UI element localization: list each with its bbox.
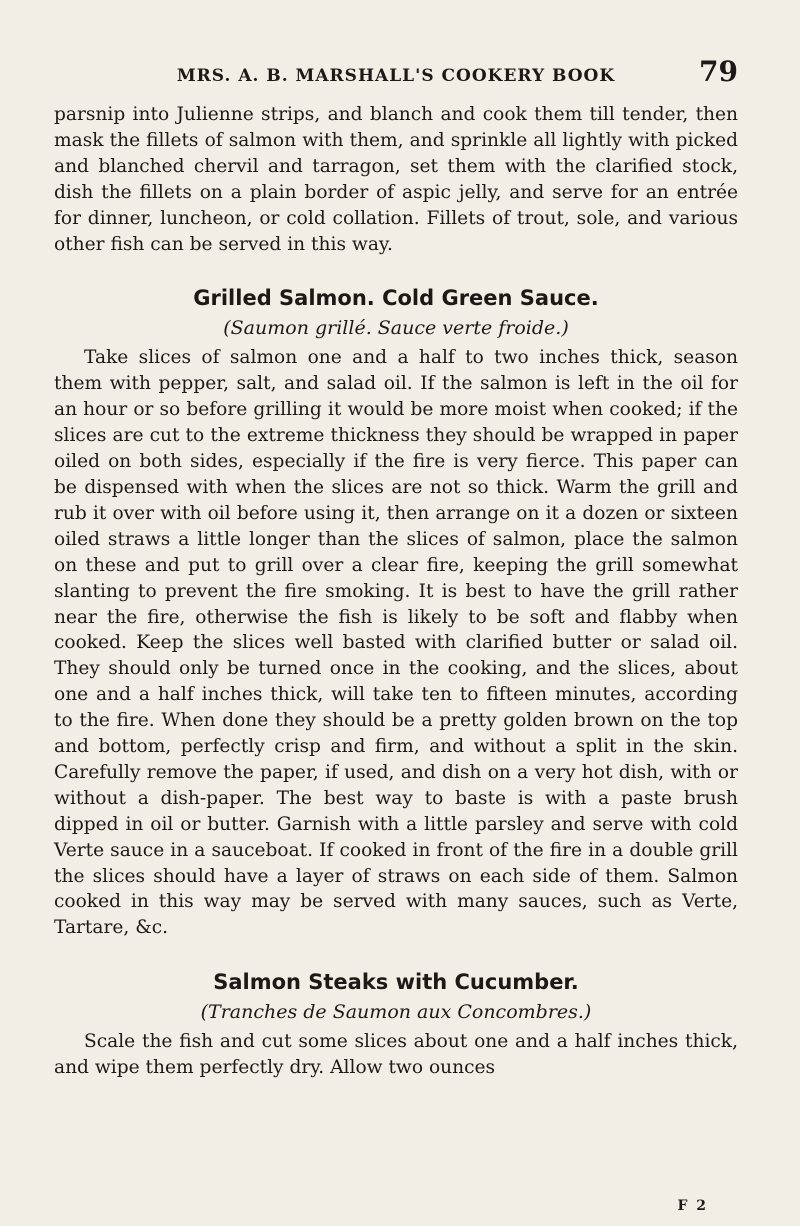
continued-paragraph: parsnip into Julienne strips, and blanch and cook them till tender, then mask the fillets of salmon with them, and sprinkle all lightly with picked and blanched chervil and tarragon, set them with the clarified stock, dish the fillets on a plain border of aspic jelly, and serve for an entrée for dinner, luncheon, or cold collation. Fillets of trout, sole, and various other fish can be served in this way.: [54, 104, 738, 255]
running-header: [54, 56, 738, 96]
recipe-subtitle-salmon-steaks: (Tranches de Saumon aux Concombres.): [200, 1001, 592, 1024]
recipe-body-grilled-salmon: Take slices of salmon one and a half to two inches thick, season them with pepper, salt, and salad oil. If the salmon is left in the oil for an hour or so before grilling it would be more moist when cooked; if the slices are cut to the extreme thickness they should be wrapped in paper oiled on both sides, especially if the fire is very fierce. This paper can be dispensed with when the slices are not so thick. Warm the grill and rub it over with oil before using it, then arrange on it a dozen or sixteen oiled straws a little longer than the slices of salmon, place the salmon on these and put to grill over a clear fire, keeping the grill somewhat slanting to prevent the fire smoking. It is best to have the grill rather near the fire, otherwise the fish is likely to be soft and flabby when cooked. Keep the slices well basted with clarified butter or salad oil. They should only be turned once in the cooking, and the slices, about one and a half inches thick, will take ten to fifteen minutes, according to the fire. When done they should be a pretty golden brown on the top and bottom, perfectly crisp and firm, and without a split in the skin. Carefully remove the paper, if used, and dish on a very hot dish, with or without a dish-paper. The best way to baste is with a paste brush dipped in oil or butter. Garnish with a little parsley and serve with cold Verte sauce in a sauceboat. If cooked in front of the fire in a double grill the slices should have a layer of straws on each side of them. Salmon cooked in this way may be served with many sauces, such as Verte, Tartare, &c.: [54, 347, 738, 939]
running-title: MRS. A. B. MARSHALL'S COOKERY BOOK: [176, 66, 616, 86]
recipe-title-salmon-steaks: Salmon Steaks with Cucumber.: [213, 970, 579, 995]
recipe-subtitle-grilled-salmon: (Saumon grillé. Sauce verte froide.): [223, 317, 569, 340]
page-number: 79: [699, 55, 738, 88]
signature-mark: F 2: [677, 1198, 708, 1214]
recipe-title-grilled-salmon: Grilled Salmon. Cold Green Sauce.: [193, 286, 599, 311]
recipe-body-salmon-steaks: Scale the fish and cut some slices about one and a half inches thick, and wipe them perfectly dry. Allow two ounces: [54, 1031, 738, 1079]
